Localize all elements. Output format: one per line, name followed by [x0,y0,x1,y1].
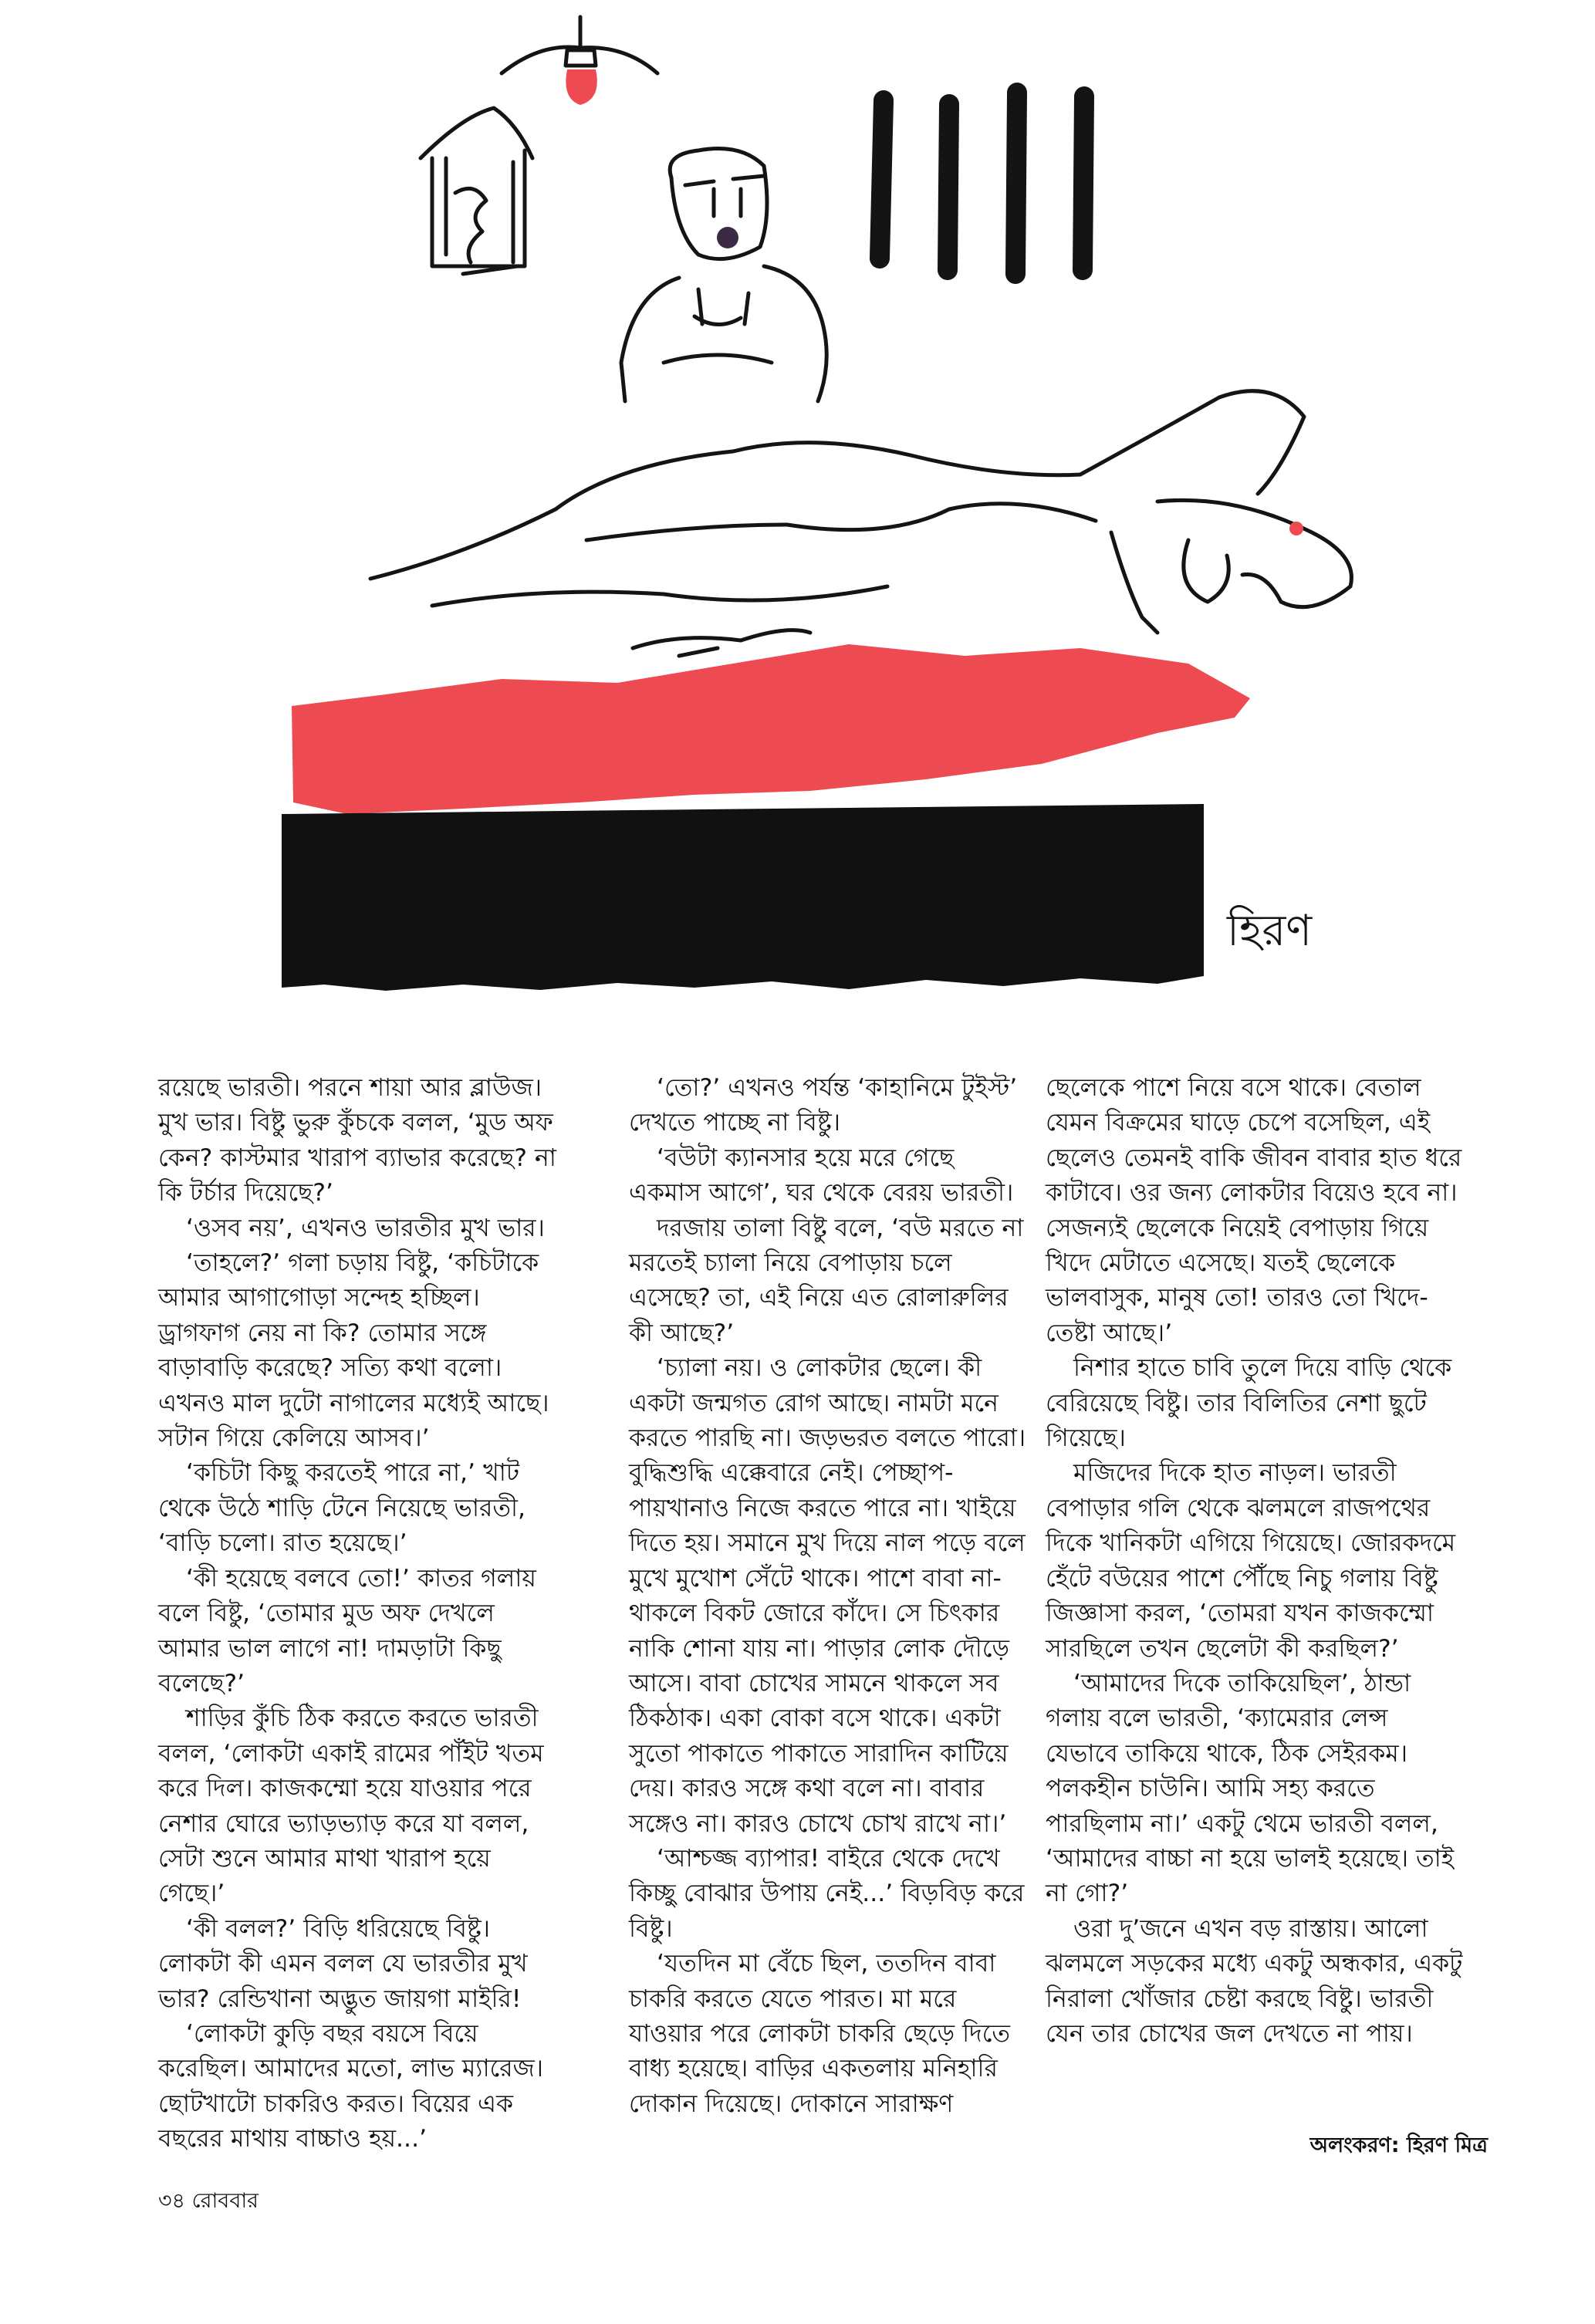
paragraph: ‘তাহলে?’ গলা চড়ায় বিষ্টু, ‘কচিটাকে আমার আগাগোড়া সন্দেহ হচ্ছিল। ড্রাগফাগ নেয় না কি? তোমার সঙ্গে বাড়াবাড়ি করেছে? সত্যি কথা বলো। এখনও মাল দুটো নাগালের মধ্যেই আছে। সটান গিয়ে কেলিয়ে আসব।’ [158,1249,549,1453]
paragraph: ‘কী হয়েছে বলবে তো!’ কাতর গলায় বলে বিষ্টু, ‘তোমার মুড অফ দেখলে আমার ভাল লাগে না! দামড়াটা কিছু বলেছে?’ [158,1564,536,1697]
paragraph: ‘তো?’ এখনও পর্যন্ত ‘কাহানিমে টুইস্ট’ দেখতে পাচ্ছে না বিষ্টু। [629,1074,1018,1137]
text-column-3 [1046,1071,1466,2052]
paragraph: রয়েছে ভারতী। পরনে শায়া আর ব্লাউজ। মুখ ভার। বিষ্টু ভুরু কুঁচকে বলল, ‘মুড অফ কেন? কাস্টমার খারাপ ব্যাভার করেছে? না কি টর্চার দিয়েছে?’ [158,1074,556,1208]
wall-picture-icon [421,108,532,274]
reclining-figures [370,391,1351,656]
paragraph: ‘আশ্চজ্জ ব্যাপার! বাইরে থেকে দেখে কিচ্ছু বোঝার উপায় নেই...’ বিড়বিড় করে বিষ্টু। [629,1844,1025,1943]
page-folio: ৩৪ রোববার [158,2189,259,2213]
paragraph: ‘যতদিন মা বেঁচে ছিল, ততদিন বাবা চাকরি করতে যেতে পারত। মা মরে যাওয়ার পরে লোকটা চাকরি ছেড়ে দিতে বাধ্য হয়েছে। বাড়ির একতলায় মনিহারি দোকান দিয়েছে। দোকানে সারাক্ষণ [629,1950,1011,2118]
story-illustration [0,0,1595,1003]
mouth-mark [717,227,738,248]
text-column-1 [158,1071,559,2157]
paragraph: ‘কচিটা কিছু করতেই পারে না,’ খাট থেকে উঠে শাড়ি টেনে নিয়েছে ভারতী, ‘বাড়ি চলো। রাত হয়েছে।’ [158,1459,526,1558]
paragraph: ‘চ্যালা নয়। ও লোকটার ছেলে। কী একটা জন্মগত রোগ আছে। নামটা মনে করতে পারছি না। জড়ভরত বলতে পারো। বুদ্ধিশুদ্ধি এক্কেবারে নেই। পেচ্ছাপ-পায়খানাও নিজে করতে পারে না। খাইয়ে দিতে হয়। সমানে মুখ দিয়ে নাল পড়ে বলে মুখে মুখোশ সেঁটে থাকে। পাশে বাবা না-থাকলে বিকট জোরে কাঁদে। সে চিৎকার নাকি শোনা যায় না। পাড়ার লোক দৌড়ে আসে। বাবা চোখের সামনে থাকলে সব ঠিকঠাক। একা বোকা বসে থাকে। একটা সুতো পাকাতে পাকাতে সারাদিন কাটিয়ে দেয়। কারও সঙ্গে কথা বলে না। বাবার সঙ্গেও না। কারও চোখে চোখ রাখে না।’ [629,1354,1026,1838]
paragraph: ‘কী বলল?’ বিড়ি ধরিয়েছে বিষ্টু। লোকটা কী এমন বলল যে ভারতীর মুখ ভার? রেন্ডিখানা অদ্ভুত জায়গা মাইরি! [158,1914,528,2013]
paragraph: নিশার হাতে চাবি তুলে দিয়ে বাড়ি থেকে বেরিয়েছে বিষ্টু। তার বিলিতির নেশা ছুটে গিয়েছে। [1046,1354,1452,1453]
paragraph: ওরা দু’জনে এখন বড় রাস্তায়। আলো ঝলমলে সড়কের মধ্যে একটু অন্ধকার, একটু নিরালা খোঁজার চেষ্টা করছে বিষ্টু। ভারতী যেন তার চোখের জল দেখতে না পায়। [1046,1914,1463,2048]
black-bed-block [282,804,1204,991]
lamp-bulb [566,69,596,105]
hanging-lamp-icon [502,17,657,73]
paragraph: ছেলেকে পাশে নিয়ে বসে থাকে। বেতাল যেমন বিক্রমের ঘাড়ে চেপে বসেছিল, এই ছেলেও তেমনই বাকি জীবন বাবার হাত ধরে কাটাবে। ওর জন্য লোকটার বিয়েও হবে না। সেজন্যই ছেলেকে নিয়েই বেপাড়ায় গিয়ে খিদে মেটাতে এসেছে। যতই ছেলেকে ভালবাসুক, মানুষ তো! তারও তো খিদে-তেষ্টা আছে।’ [1046,1074,1462,1347]
window-bars-icon [880,93,1084,274]
illustration-credit: অলংকরণ: হিরণ মিত্র [1309,2133,1488,2157]
paragraph: ‘ওসব নয়’, এখনও ভারতীর মুখ ভার। [186,1214,545,1242]
text-column-2 [629,1071,1030,2122]
paragraph: ‘লোকটা কুড়ি বছর বয়সে বিয়ে করেছিল। আমাদের মতো, লাভ ম্যারেজ। ছোটখাটো চাকরিও করত। বিয়ের এক বছরের মাথায় বাচ্চাও হয়...’ [158,2019,544,2153]
artist-signature: হিরণ [1227,906,1313,956]
paragraph: শাড়ির কুঁচি ঠিক করতে করতে ভারতী বলল, ‘লোকটা একাই রামের পাঁইট খতম করে দিল। কাজকম্মো হয়ে যাওয়ার পরে নেশার ঘোরে ভ্যাড়ভ্যাড় করে যা বলল, সেটা শুনে আমার মাথা খারাপ হয়ে গেছে।’ [158,1704,544,1908]
paragraph: দরজায় তালা বিষ্টু বলে, ‘বউ মরতে না মরতেই চ্যালা নিয়ে বেপাড়ায় চলে এসেছে? তা, এই নিয়ে এত রোলারুলির কী আছে?’ [629,1214,1024,1347]
red-torn-paper [292,644,1250,814]
seated-man-figure [621,149,826,402]
face-dot [1289,522,1303,535]
paragraph: ‘বউটা ক্যানসার হয়ে মরে গেছে একমাস আগে’, ঘর থেকে বেরয় ভারতী। [629,1143,1014,1208]
paragraph: ‘আমাদের দিকে তাকিয়েছিল’, ঠান্ডা গলায় বলে ভারতী, ‘ক্যামেরার লেন্স যেভাবে তাকিয়ে থাকে, ঠিক সেইরকম। পলকহীন চাউনি। আমি সহ্য করতে পারছিলাম না।’ একটু থেমে ভারতী বলল, ‘আমাদের বাচ্চা না হয়ে ভালই হয়েছে। তাই না গো?’ [1046,1669,1455,1908]
paragraph: মজিদের দিকে হাত নাড়ল। ভারতী বেপাড়ার গলি থেকে ঝলমলে রাজপথের দিকে খানিকটা এগিয়ে গিয়েছে। জোরকদমে হেঁটে বউয়ের পাশে পৌঁছে নিচু গলায় বিষ্টু জিজ্ঞাসা করল, ‘তোমরা যখন কাজকম্মো সারছিলে তখন ছেলেটা কী করছিল?’ [1046,1459,1456,1663]
